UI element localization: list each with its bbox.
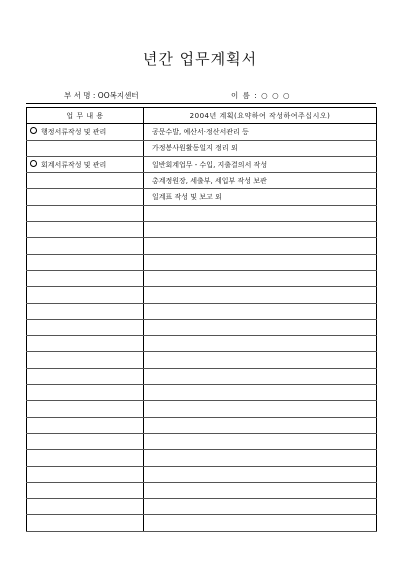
task-cell[interactable]	[27, 287, 144, 303]
table-row	[27, 319, 377, 335]
plan-cell[interactable]	[144, 385, 377, 401]
task-cell[interactable]	[27, 303, 144, 319]
task-cell[interactable]	[27, 499, 144, 515]
task-cell[interactable]	[27, 238, 144, 254]
table-row	[27, 385, 377, 401]
plan-cell[interactable]	[144, 401, 377, 417]
table-row	[27, 450, 377, 466]
info-row	[26, 88, 376, 102]
task-cell[interactable]	[27, 270, 144, 286]
task-cell[interactable]	[27, 222, 144, 238]
plan-cell[interactable]	[144, 466, 377, 482]
plan-cell[interactable]	[144, 156, 377, 172]
task-cell[interactable]	[27, 205, 144, 221]
plan-text: 가정봉사원활동일지 정리 외	[152, 144, 238, 153]
task-cell[interactable]	[27, 401, 144, 417]
task-text: 행정서류작성 및 관리	[41, 127, 107, 136]
circle-bullet-icon	[30, 160, 37, 167]
table-row	[27, 401, 377, 417]
circle-bullet-icon	[30, 127, 37, 134]
plan-text: 일계표 작성 및 보고 외	[152, 193, 222, 202]
plan-text: 공문수발, 예산서·정산서관리 등	[152, 127, 249, 136]
table-row	[27, 238, 377, 254]
table-row	[27, 352, 377, 368]
plan-cell[interactable]	[144, 205, 377, 221]
task-cell[interactable]	[27, 189, 144, 205]
task-cell[interactable]	[27, 124, 144, 140]
table-row	[27, 287, 377, 303]
plan-cell[interactable]	[144, 189, 377, 205]
plan-cell[interactable]	[144, 417, 377, 433]
plan-cell[interactable]	[144, 254, 377, 270]
table-row	[27, 482, 377, 498]
task-cell[interactable]	[27, 515, 144, 531]
task-cell[interactable]	[27, 336, 144, 352]
name-field: 이 름 : ○ ○ ○	[231, 91, 291, 100]
table-row	[27, 499, 377, 515]
plan-cell[interactable]	[144, 222, 377, 238]
task-cell[interactable]	[27, 254, 144, 270]
plan-cell[interactable]	[144, 336, 377, 352]
plan-cell[interactable]	[144, 303, 377, 319]
plan-cell[interactable]	[144, 270, 377, 286]
table-row	[27, 124, 377, 140]
plan-cell[interactable]	[144, 499, 377, 515]
table-row	[27, 205, 377, 221]
task-cell[interactable]	[27, 482, 144, 498]
task-cell[interactable]	[27, 450, 144, 466]
table-row	[27, 417, 377, 433]
task-cell[interactable]	[27, 319, 144, 335]
task-cell[interactable]	[27, 140, 144, 156]
table-row	[27, 222, 377, 238]
plan-cell[interactable]	[144, 124, 377, 140]
table-row	[27, 189, 377, 205]
table-row	[27, 270, 377, 286]
table-row	[27, 254, 377, 270]
plan-cell[interactable]	[144, 368, 377, 384]
plan-cell[interactable]	[144, 352, 377, 368]
department-field: 부 서 명 : OO복지센터	[64, 91, 139, 100]
table-row	[27, 466, 377, 482]
plan-cell[interactable]	[144, 450, 377, 466]
plan-cell[interactable]	[144, 433, 377, 449]
task-cell[interactable]	[27, 352, 144, 368]
task-cell[interactable]	[27, 156, 144, 172]
task-cell[interactable]	[27, 433, 144, 449]
table-row	[27, 140, 377, 156]
task-cell[interactable]	[27, 368, 144, 384]
info-divider	[26, 103, 376, 104]
plan-cell[interactable]	[144, 140, 377, 156]
plan-text: 총계정원장, 세출부, 세입부 작성 보관	[152, 176, 267, 185]
plan-cell[interactable]	[144, 319, 377, 335]
table-header-row	[27, 108, 377, 124]
plan-cell[interactable]	[144, 482, 377, 498]
task-cell[interactable]	[27, 385, 144, 401]
table-row	[27, 173, 377, 189]
task-cell[interactable]	[27, 417, 144, 433]
plan-cell[interactable]	[144, 173, 377, 189]
plan-cell[interactable]	[144, 287, 377, 303]
plan-cell[interactable]	[144, 515, 377, 531]
plan-text: 일반회계업무 - 수입, 지출결의서 작성	[152, 160, 268, 169]
work-plan-table	[26, 107, 377, 532]
table-row	[27, 336, 377, 352]
table-row	[27, 368, 377, 384]
table-body	[27, 124, 377, 531]
table-row	[27, 156, 377, 172]
table-row	[27, 303, 377, 319]
task-cell[interactable]	[27, 173, 144, 189]
plan-cell[interactable]	[144, 238, 377, 254]
table-row	[27, 433, 377, 449]
document-title: 년간 업무계획서	[142, 50, 258, 68]
header-plan: 2004년 계획(요약하여 작성하여주십시오)	[144, 108, 377, 124]
table-row	[27, 515, 377, 531]
task-cell[interactable]	[27, 466, 144, 482]
task-text: 회계서류작성 및 관리	[41, 160, 107, 169]
header-task: 업 무 내 용	[27, 108, 144, 124]
